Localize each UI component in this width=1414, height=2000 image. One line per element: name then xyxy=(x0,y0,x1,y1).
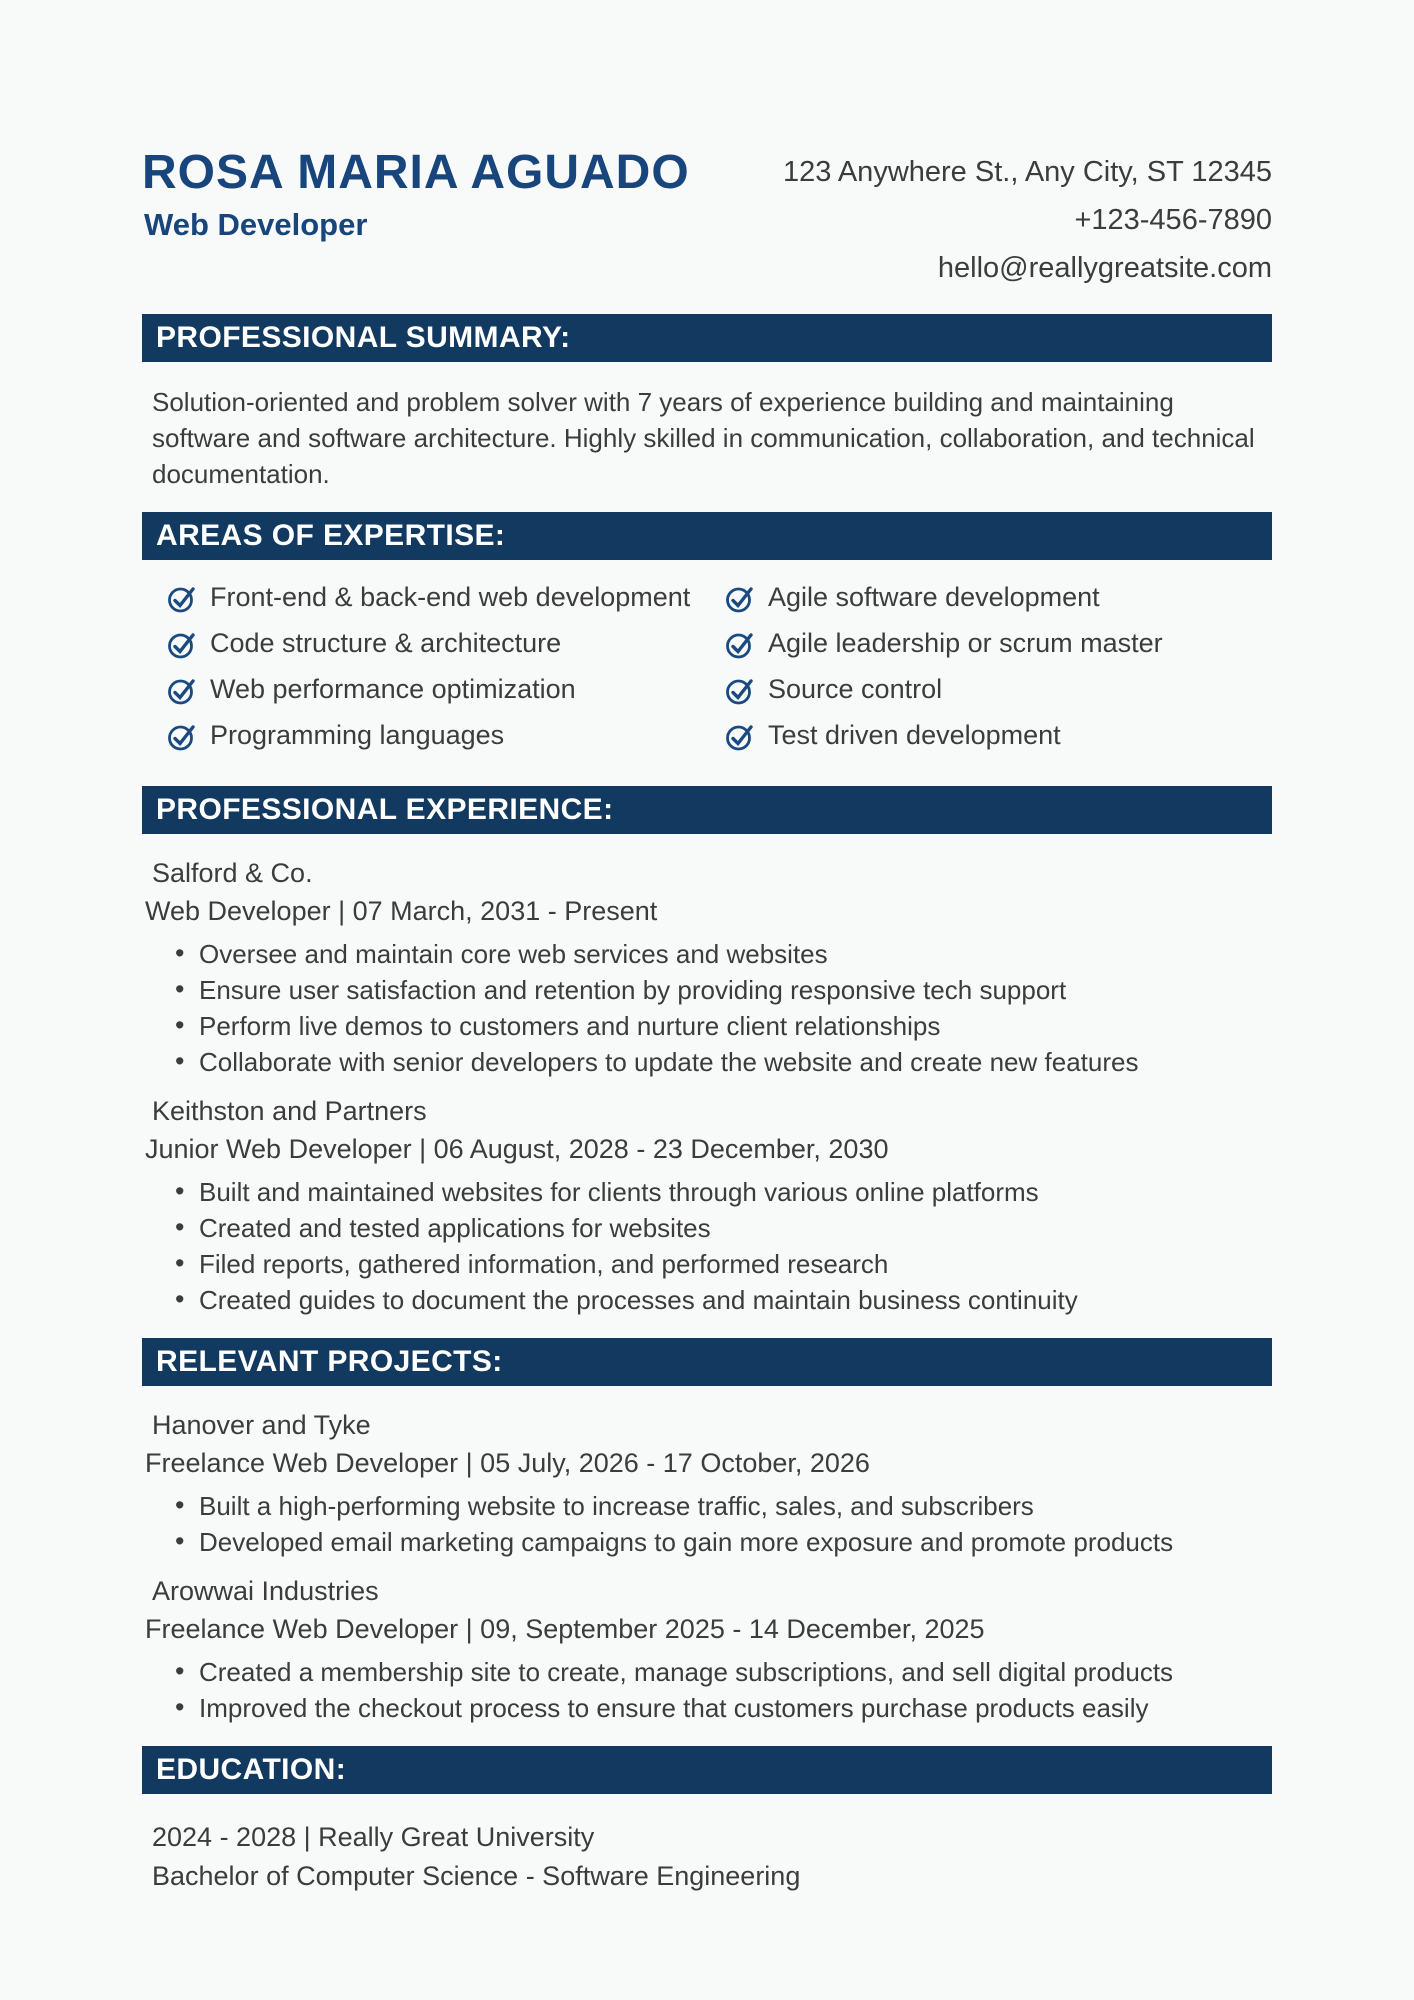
company-name: Hanover and Tyke xyxy=(152,1410,371,1440)
check-circle-icon xyxy=(167,583,197,613)
check-circle-icon xyxy=(725,583,755,613)
expertise-label: Web performance optimization xyxy=(210,674,576,704)
education-entry xyxy=(142,1818,1272,1896)
education-degree: Bachelor of Computer Science - Software Engineering xyxy=(152,1861,801,1891)
bullet-item: • Oversee and maintain core web services and websites xyxy=(175,936,1272,972)
contact-phone: +123-456-7890 xyxy=(1074,204,1272,236)
role-and-dates: Web Developer | 07 March, 2031 - Present xyxy=(145,896,658,926)
check-circle-icon xyxy=(725,629,755,659)
bullet-item: • Created a membership site to create, manage subscriptions, and sell digital products xyxy=(175,1654,1272,1690)
bullet-item: • Built and maintained websites for clients through various online platforms xyxy=(175,1174,1272,1210)
expertise-label: Source control xyxy=(768,674,943,704)
person-name: ROSA MARIA AGUADO xyxy=(142,146,690,199)
expertise-label: Agile leadership or scrum master xyxy=(768,628,1163,658)
expertise-item xyxy=(725,674,1272,705)
company-name: Keithston and Partners xyxy=(152,1096,427,1126)
job-title: Web Developer xyxy=(144,207,368,243)
identity-block xyxy=(142,148,690,243)
bullet-item: • Created guides to document the processes and maintain business continuity xyxy=(175,1282,1272,1318)
contact-info xyxy=(783,148,1272,292)
education-years-school: 2024 - 2028 | Really Great University xyxy=(152,1822,595,1852)
bullet-item: • Developed email marketing campaigns to gain more exposure and promote products xyxy=(175,1524,1272,1560)
role-and-dates: Freelance Web Developer | 09, September 2025 - 14 December, 2025 xyxy=(145,1614,985,1644)
expertise-item xyxy=(167,720,725,751)
section-heading-projects: RELEVANT PROJECTS: xyxy=(142,1338,1272,1386)
bullet-item: • Ensure user satisfaction and retention by providing responsive tech support xyxy=(175,972,1272,1008)
section-heading-expertise: AREAS OF EXPERTISE: xyxy=(142,512,1272,560)
project-bullet-list xyxy=(142,1654,1272,1726)
expertise-item xyxy=(725,720,1272,751)
expertise-label: Code structure & architecture xyxy=(210,628,562,658)
bullet-item: • Collaborate with senior developers to update the website and create new features xyxy=(175,1044,1272,1080)
company-name: Salford & Co. xyxy=(152,858,313,888)
expertise-item xyxy=(167,674,725,705)
bullet-item: • Improved the checkout process to ensure that customers purchase products easily xyxy=(175,1690,1272,1726)
project-bullet-list xyxy=(142,1488,1272,1560)
check-circle-icon xyxy=(167,629,197,659)
summary-text: Solution-oriented and problem solver with 7 years of experience building and maintaining software and software architecture. Highly skilled in communication, collaboration, and technical documentation. xyxy=(152,387,1255,489)
project-entry xyxy=(142,1406,1272,1560)
expertise-label: Test driven development xyxy=(768,720,1061,750)
company-name: Arowwai Industries xyxy=(152,1576,379,1606)
expertise-label: Agile software development xyxy=(768,582,1100,612)
expertise-item xyxy=(725,582,1272,613)
bullet-item: • Perform live demos to customers and nurture client relationships xyxy=(175,1008,1272,1044)
expertise-list xyxy=(142,582,1272,766)
section-heading-education: EDUCATION: xyxy=(142,1746,1272,1794)
role-and-dates: Freelance Web Developer | 05 July, 2026 - 17 October, 2026 xyxy=(145,1448,870,1478)
job-bullet-list xyxy=(142,1174,1272,1318)
section-heading-summary: PROFESSIONAL SUMMARY: xyxy=(142,314,1272,362)
check-circle-icon xyxy=(167,675,197,705)
expertise-item xyxy=(167,628,725,659)
expertise-item xyxy=(725,628,1272,659)
expertise-label: Front-end & back-end web development xyxy=(210,582,691,612)
check-circle-icon xyxy=(725,721,755,751)
job-bullet-list xyxy=(142,936,1272,1080)
expertise-label: Programming languages xyxy=(210,720,505,750)
check-circle-icon xyxy=(725,675,755,705)
job-entry xyxy=(142,1092,1272,1318)
contact-email: hello@reallygreatsite.com xyxy=(937,252,1272,284)
header xyxy=(142,148,1272,292)
bullet-item: • Built a high-performing website to increase traffic, sales, and subscribers xyxy=(175,1488,1272,1524)
bullet-item: • Filed reports, gathered information, and performed research xyxy=(175,1246,1272,1282)
job-entry xyxy=(142,854,1272,1080)
check-circle-icon xyxy=(167,721,197,751)
project-entry xyxy=(142,1572,1272,1726)
contact-address: 123 Anywhere St., Any City, ST 12345 xyxy=(783,156,1272,188)
section-heading-experience: PROFESSIONAL EXPERIENCE: xyxy=(142,786,1272,834)
bullet-item: • Created and tested applications for websites xyxy=(175,1210,1272,1246)
expertise-item xyxy=(167,582,725,613)
role-and-dates: Junior Web Developer | 06 August, 2028 - 23 December, 2030 xyxy=(145,1134,889,1164)
